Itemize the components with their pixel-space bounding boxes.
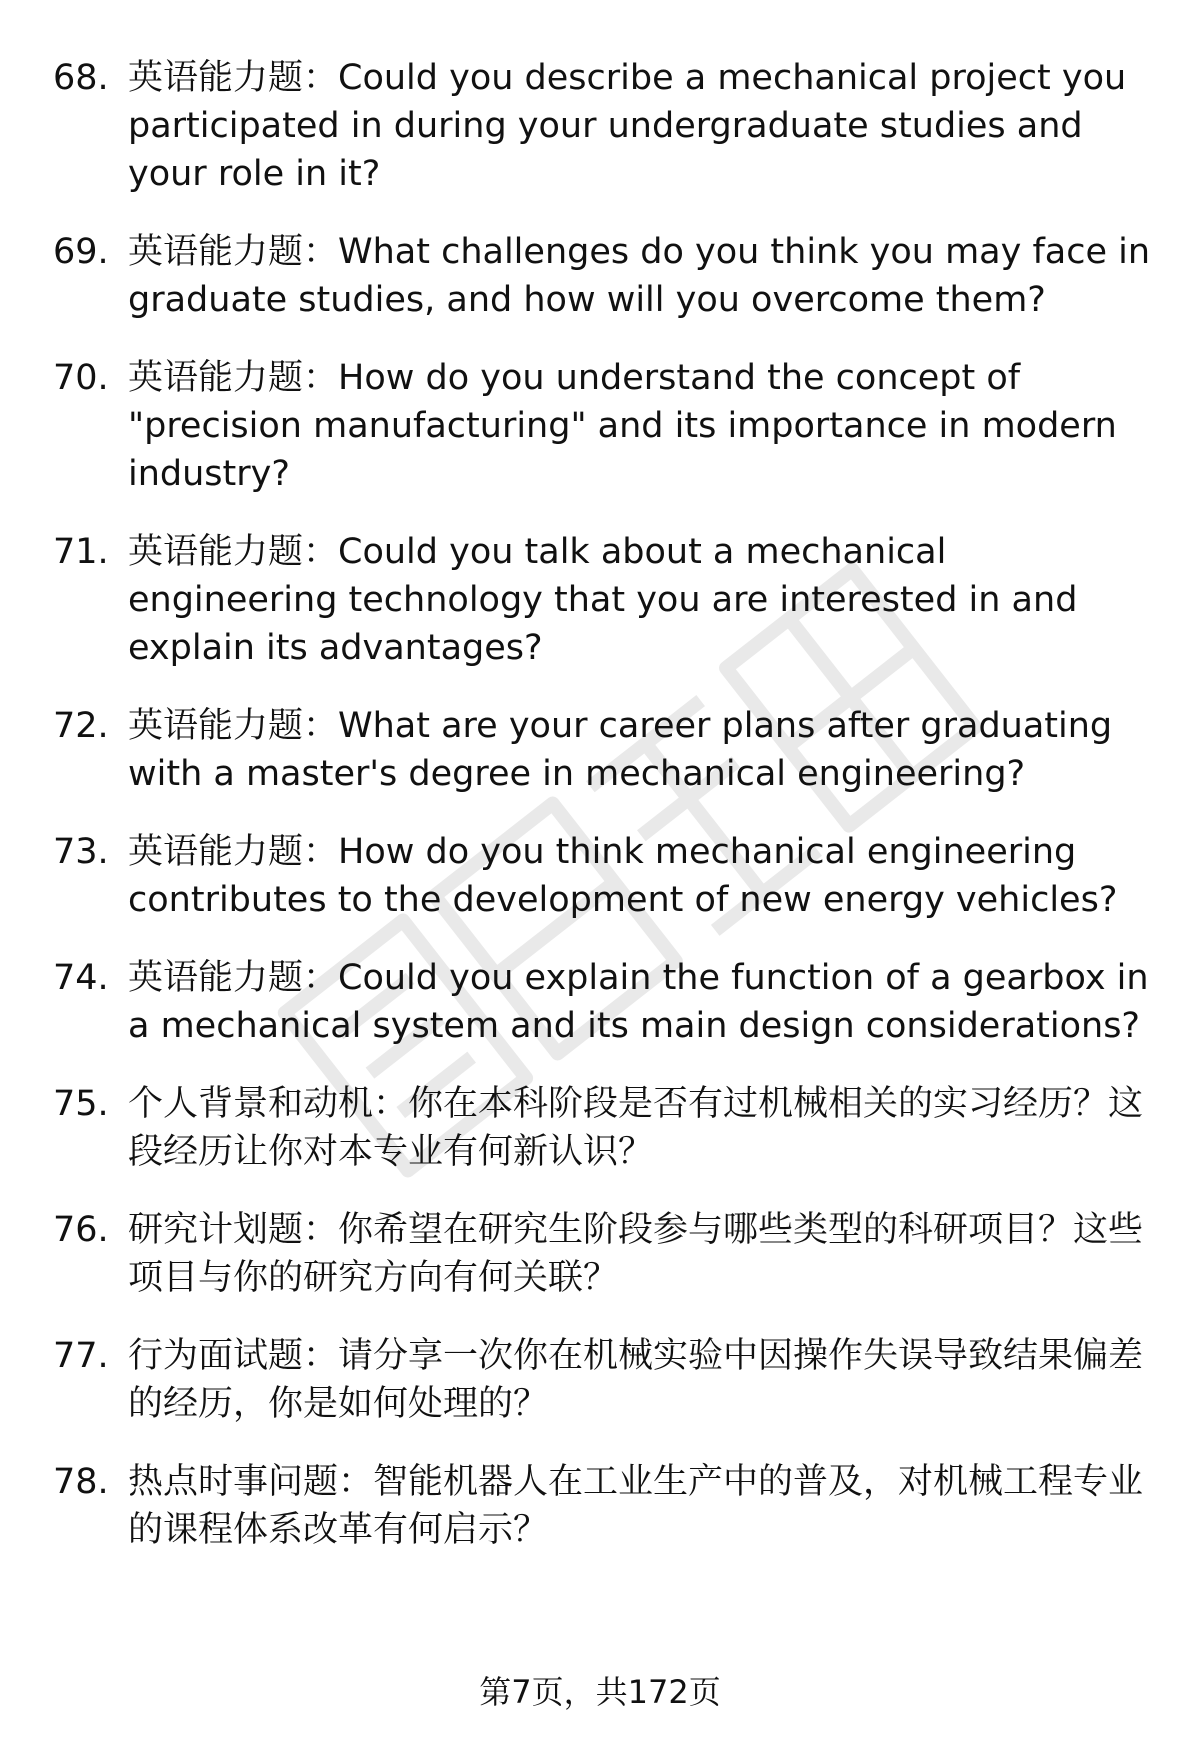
question-number: 78. xyxy=(53,1462,109,1502)
question-item xyxy=(0,54,1200,198)
question-text: 英语能力题：What are your career plans after graduating with a master's degree in mechanical engineering? xyxy=(128,706,1113,794)
question-text: 个人背景和动机：你在本科阶段是否有过机械相关的实习经历？这段经历让你对本专业有何新认识？ xyxy=(128,1084,1144,1172)
question-text: 行为面试题：请分享一次你在机械实验中因操作失误导致结果偏差的经历，你是如何处理的？ xyxy=(128,1336,1144,1424)
question-number: 76. xyxy=(53,1210,109,1250)
page-footer: 第7页，共172页 xyxy=(479,1673,721,1711)
question-number: 68. xyxy=(53,58,109,98)
question-number: 70. xyxy=(53,358,109,398)
question-text: 热点时事问题：智能机器人在工业生产中的普及，对机械工程专业的课程体系改革有何启示？ xyxy=(128,1462,1144,1550)
question-text: 英语能力题：Could you talk about a mechanical engineering technology that you are interested in and explain its advantages? xyxy=(128,532,1078,668)
question-item xyxy=(0,1080,1200,1176)
question-text: 英语能力题：Could you describe a mechanical project you participated in during your undergraduate studies and your role in it? xyxy=(128,58,1127,194)
question-item xyxy=(0,528,1200,672)
question-item xyxy=(0,1458,1200,1554)
question-item xyxy=(0,954,1200,1050)
question-item xyxy=(0,702,1200,798)
question-number: 73. xyxy=(53,832,109,872)
question-number: 71. xyxy=(53,532,109,572)
question-number: 72. xyxy=(53,706,109,746)
question-text: 英语能力题：Could you explain the function of a gearbox in a mechanical system and its main design considerations? xyxy=(128,958,1149,1046)
question-item xyxy=(0,1332,1200,1428)
question-text: 英语能力题：How do you understand the concept of "precision manufacturing" and its importance in modern industry? xyxy=(128,358,1117,494)
question-text: 英语能力题：How do you think mechanical engineering contributes to the development of new energy vehicles? xyxy=(128,832,1118,920)
question-text: 英语能力题：What challenges do you think you may face in graduate studies, and how will you overcome them? xyxy=(128,232,1151,320)
question-item xyxy=(0,828,1200,924)
question-text: 研究计划题：你希望在研究生阶段参与哪些类型的科研项目？这些项目与你的研究方向有何关联？ xyxy=(128,1210,1144,1298)
question-item xyxy=(0,354,1200,498)
question-number: 77. xyxy=(53,1336,109,1376)
question-list xyxy=(0,54,1200,1584)
question-item xyxy=(0,228,1200,324)
question-number: 69. xyxy=(53,232,109,272)
question-number: 75. xyxy=(53,1084,109,1124)
question-number: 74. xyxy=(53,958,109,998)
question-item xyxy=(0,1206,1200,1302)
